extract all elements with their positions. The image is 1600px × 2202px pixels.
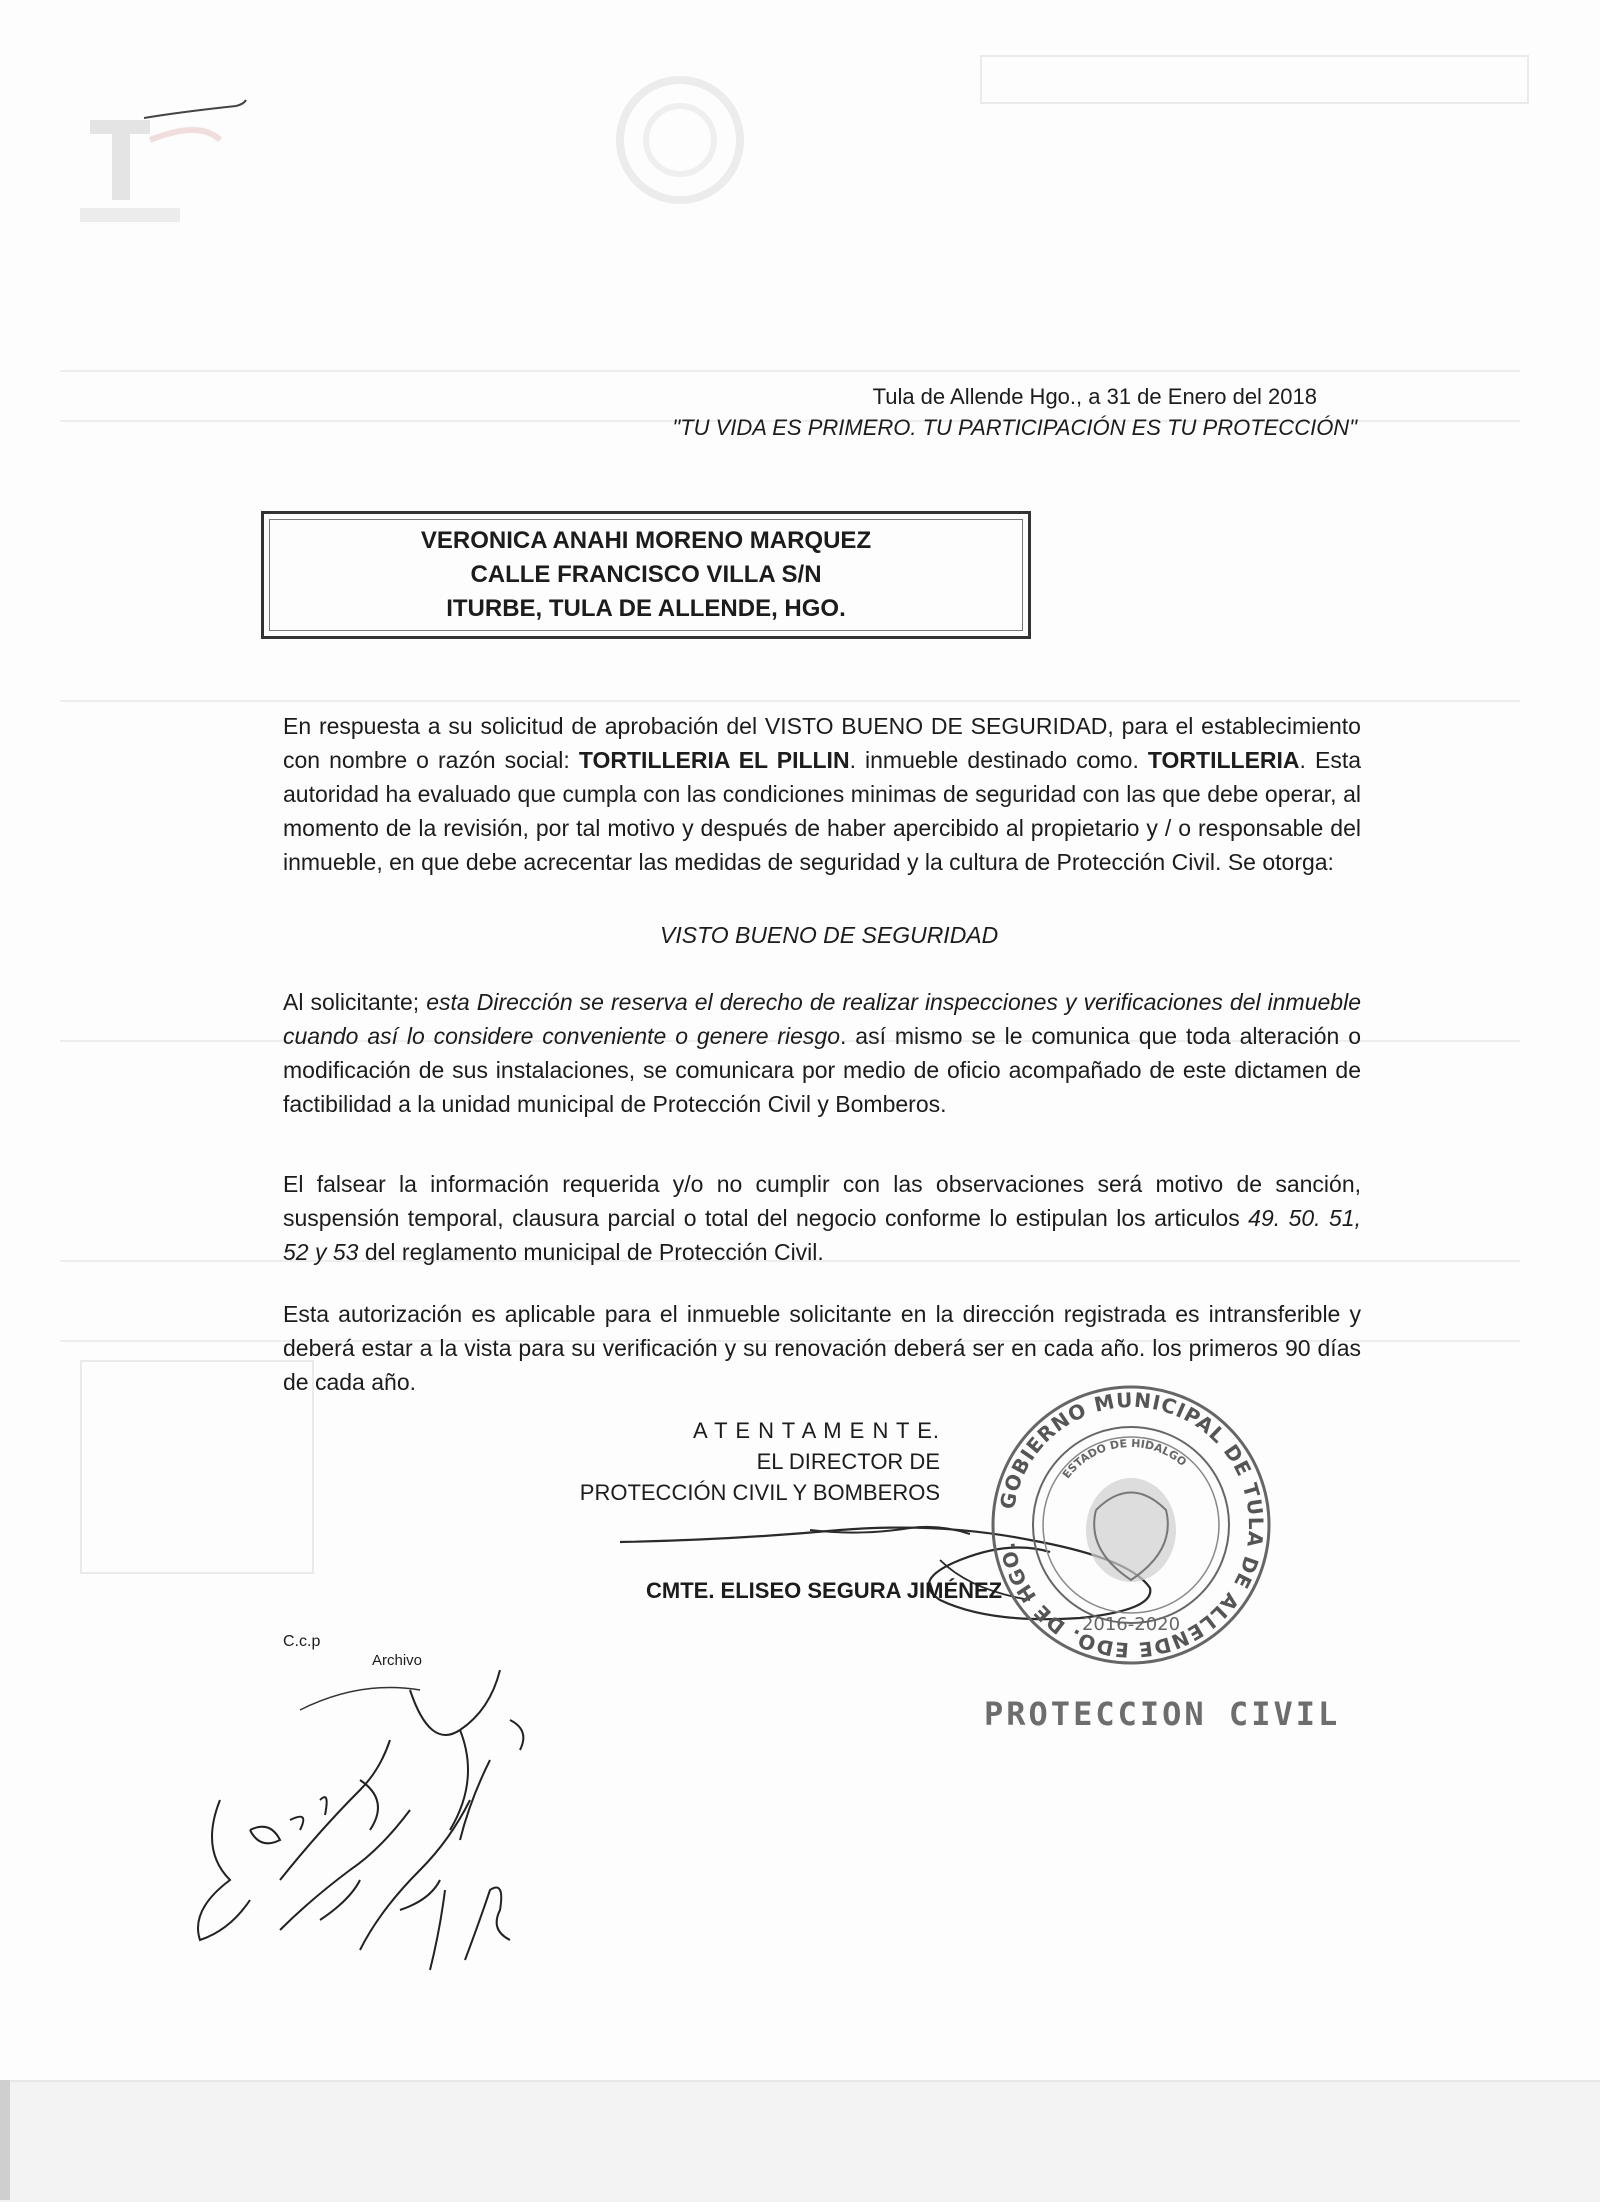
p1-business-type: TORTILLERIA: [1147, 747, 1300, 773]
p2-text-c: . así mismo se le comunica que toda alteración o modificación de sus instalaciones, se comunicara por medio de oficio acompañado de este dictamen de factibilidad a la unidad municipal de Protección Civil y Bomberos.: [283, 1023, 1361, 1117]
recipient-street: CALLE FRANCISCO VILLA S/N: [470, 561, 822, 588]
p3-text-a: El falsear la información requerida y/o no cumplir con las observaciones será motivo de sanción, suspensión temporal, clausura parcial o total del negocio conforme lo estipulan los articulos: [283, 1171, 1361, 1231]
scan-bottom-band: [0, 2080, 1600, 2202]
ghost-box: [980, 55, 1529, 104]
p1-text-c: , para el establecimiento con nombre o razón social:: [283, 713, 1361, 773]
stamp-text: PROTECCION CIVIL: [984, 1695, 1341, 1733]
closing: A T E N T A M E N T E.: [693, 1418, 940, 1443]
paragraph-2: [283, 985, 1361, 1121]
svg-text:ESTADO DE HIDALGO: [1060, 1437, 1189, 1481]
archivo-label: Archivo: [372, 1652, 423, 1669]
p1-text-e: . inmueble destinado como.: [849, 747, 1148, 773]
signatory-name: CMTE. ELISEO SEGURA JIMÉNEZ: [646, 1578, 1003, 1603]
pen-stroke: [140, 88, 250, 128]
p1-visto-bueno: VISTO BUENO DE SEGURIDAD: [764, 713, 1108, 739]
role-line-2: PROTECCIÓN CIVIL Y BOMBEROS: [579, 1480, 940, 1505]
paragraph-1: [283, 709, 1361, 879]
paragraph-4: Esta autorización es aplicable para el inmueble solicitante en la dirección registrada es intransferible y deberá estar a la vista para su verificación y su renovación deberá ser en cada año. los primeros 90 días de cada año.: [283, 1301, 1361, 1395]
recipient-box: [261, 511, 1031, 639]
handwritten-receipt: [160, 1650, 560, 2050]
p1-text-a: En respuesta a su solicitud de aprobación del: [283, 713, 765, 739]
paragraph-3: [283, 1167, 1361, 1269]
ghost-seal: [610, 70, 750, 210]
recipient-city: ITURBE, TULA DE ALLENDE, HGO.: [446, 595, 846, 622]
p3-text-c: del reglamento municipal de Protección Civil.: [358, 1239, 824, 1265]
signature-block: [560, 1415, 940, 1508]
ghost-line: [60, 370, 1520, 372]
seal-years: 2016-2020: [1081, 1614, 1181, 1635]
ghost-line: [60, 700, 1520, 702]
date-line: Tula de Allende Hgo., a 31 de Enero del 2018: [872, 384, 1317, 409]
official-seal: [986, 1380, 1276, 1670]
p3-articles: 49. 50. 51, 52 y 53: [283, 1205, 1361, 1265]
p1-text-g: . Esta autoridad ha evaluado que cumpla con las condiciones minimas de seguridad con las que debe operar, al momento de la revisión, por tal motivo y después de haber apercibido al propietario y / o responsable del inmueble, en que debe acrecentar las medidas de seguridad y la cultura de Protección Civil. Se otorga:: [283, 747, 1361, 875]
section-title: VISTO BUENO DE SEGURIDAD: [660, 922, 999, 948]
seal-inner-text: ESTADO DE HIDALGO: [1060, 1436, 1189, 1481]
seal-ring-text: GOBIERNO MUNICIPAL DE TULA DE ALLENDE EDO. DE HGO.: [994, 1387, 1269, 1663]
recipient-name: VERONICA ANAHI MORENO MARQUEZ: [420, 527, 872, 554]
scan-edge: [0, 2080, 10, 2200]
p2-text-a: Al solicitante;: [283, 989, 427, 1015]
role-line-1: EL DIRECTOR DE: [756, 1449, 940, 1474]
motto: "TU VIDA ES PRIMERO. TU PARTICIPACIÓN ES TU PROTECCIÓN": [672, 415, 1357, 440]
p2-reserve-clause: esta Dirección se reserva el derecho de realizar inspecciones y verificaciones del inmueble cuando así lo considere conveniente o genere riesgo: [283, 989, 1361, 1049]
ccp-label: C.c.p: [283, 1633, 321, 1650]
ghost-qr: [80, 1360, 314, 1574]
p1-business-name: TORTILLERIA EL PILLIN: [578, 747, 850, 773]
